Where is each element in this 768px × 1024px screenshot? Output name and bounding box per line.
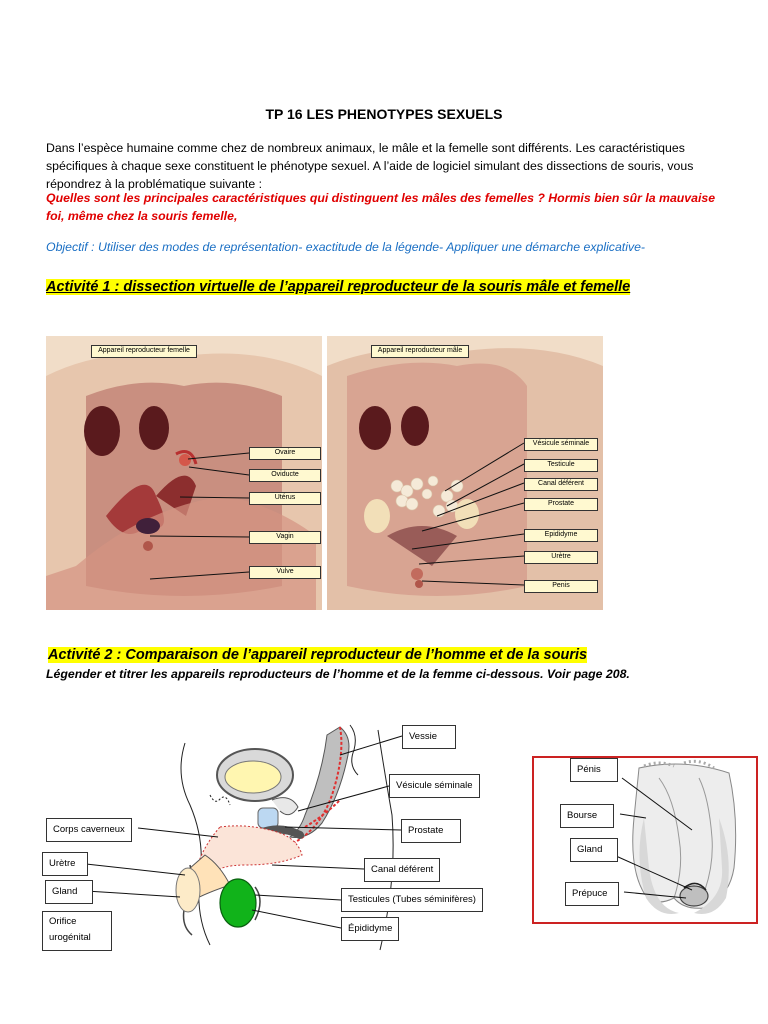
label-penis: Pénis bbox=[570, 758, 618, 782]
label-vessie: Vessie bbox=[402, 725, 456, 749]
female-label-vulve: Vulve bbox=[249, 566, 321, 579]
label-gland: Gland bbox=[45, 880, 93, 904]
human-anatomy-diagram bbox=[40, 715, 510, 955]
label-uretre: Urètre bbox=[42, 852, 88, 876]
male-label-canal: Canal déférent bbox=[524, 478, 598, 491]
female-label-vagin: Vagin bbox=[249, 531, 321, 544]
label-testicules: Testicules (Tubes séminifères) bbox=[341, 888, 483, 912]
activity1-heading bbox=[46, 277, 646, 298]
label-prepuce: Prépuce bbox=[565, 882, 619, 906]
objective-text: : Utiliser des modes de représentation- exactitude de la légende- Appliquer une démarche explicative- bbox=[87, 240, 646, 254]
male-label-penis: Penis bbox=[524, 580, 598, 593]
label-prostate: Prostate bbox=[401, 819, 461, 843]
activity1-heading-text: Activité 1 : dissection virtuelle de l’appareil reproducteur de la souris mâle et femelle bbox=[46, 279, 631, 295]
male-label-testicule: Testicule bbox=[524, 459, 598, 472]
male-label-epididyme: Epididyme bbox=[524, 529, 598, 542]
female-label-uterus: Utérus bbox=[249, 492, 321, 505]
activity2-heading-text: Activité 2 : Comparaison de l’appareil reproducteur de l’homme et de la souris bbox=[48, 647, 588, 663]
label-corps-caverneux: Corps caverneux bbox=[46, 818, 132, 842]
problem-question: Quelles sont les principales caractéristiques qui distinguent les mâles des femelles ? Hormis bien sûr la mauvaise foi, même chez la souris femelle, bbox=[46, 191, 716, 223]
male-photo-title: Appareil reproducteur mâle bbox=[371, 345, 469, 358]
intro-paragraph: Dans l’espèce humaine comme chez de nombreux animaux, le mâle et la femelle sont différents. Les caractéristiques spécifiques à chaque sexe constituent le phénotype sexuel. A l’aide de logiciel simulant des dissections de souris, vous répondrez à la problématique suivante : bbox=[46, 141, 694, 191]
label-epididyme: Épididyme bbox=[341, 917, 399, 941]
objective-line bbox=[46, 240, 645, 254]
label-orifice-urogenital: Orifice urogénital bbox=[42, 911, 112, 951]
label-bourse: Bourse bbox=[560, 804, 614, 828]
label-vesicule-seminale: Vésicule séminale bbox=[389, 774, 480, 798]
activity2-heading bbox=[48, 647, 587, 663]
label-gland-external: Gland bbox=[570, 838, 618, 862]
male-dissection-drawing bbox=[327, 336, 603, 610]
male-label-prostate: Prostate bbox=[524, 498, 598, 511]
external-genitalia-diagram bbox=[532, 756, 758, 924]
page-title: TP 16 LES PHENOTYPES SEXUELS bbox=[265, 106, 503, 122]
female-photo-title: Appareil reproducteur femelle bbox=[91, 345, 197, 358]
activity2-instructions: Légender et titrer les appareils reproducteurs de l’homme et de la femme ci-dessous. Voir page 208. bbox=[46, 667, 630, 681]
male-dissection-photo bbox=[327, 336, 603, 610]
label-canal-deferent: Canal déférent bbox=[364, 858, 440, 882]
male-label-vesicule: Vésicule séminale bbox=[524, 438, 598, 451]
female-label-ovaire: Ovaire bbox=[249, 447, 321, 460]
female-dissection-photo bbox=[46, 336, 322, 610]
objective-label: Objectif bbox=[46, 240, 88, 254]
female-label-oviducte: Oviducte bbox=[249, 469, 321, 482]
male-label-uretre: Urètre bbox=[524, 551, 598, 564]
